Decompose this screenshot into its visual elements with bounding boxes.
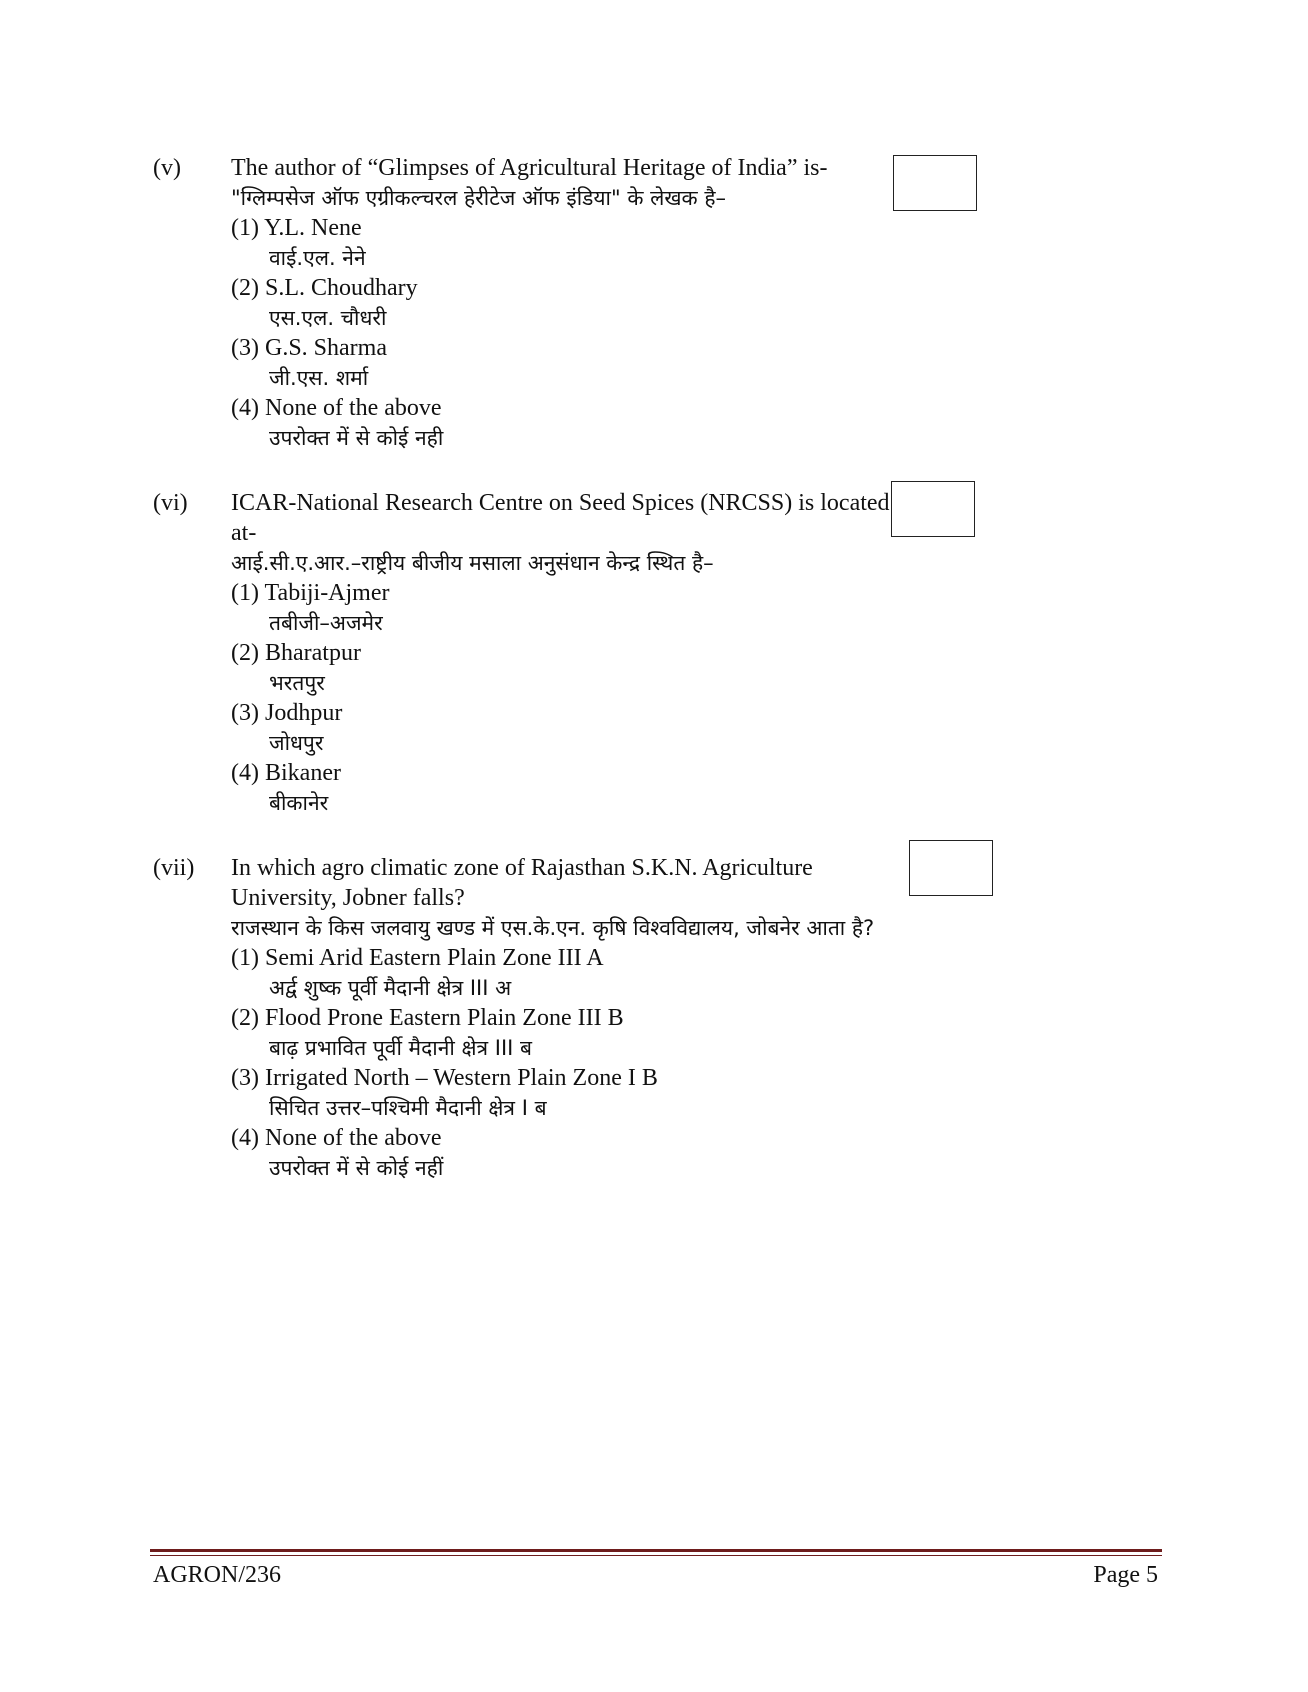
option-list xyxy=(231,213,891,453)
option-4-hi: उपरोक्त में से कोई नही xyxy=(269,426,444,450)
footer-divider xyxy=(150,1549,1162,1556)
option-3-hi: जोधपुर xyxy=(269,731,324,755)
option-list xyxy=(231,943,891,1183)
option-1-en: (1) Tabiji-Ajmer xyxy=(231,580,390,606)
option-1-hi: वाई.एल. नेने xyxy=(269,246,366,270)
option-2-en: (2) S.L. Choudhary xyxy=(231,275,418,301)
paper-code: AGRON/236 xyxy=(153,1562,282,1588)
option-2-en: (2) Bharatpur xyxy=(231,640,361,666)
question-text-en: In which agro climatic zone of Rajasthan S.K.N. Agriculture University, Jobner falls? xyxy=(231,855,813,911)
answer-box-vi[interactable] xyxy=(891,481,975,537)
question-text-en: ICAR-National Research Centre on Seed Spices (NRCSS) is located at- xyxy=(231,490,890,546)
option-4-hi: उपरोक्त में से कोई नहीं xyxy=(269,1156,444,1180)
question-number: (vii) xyxy=(153,855,195,881)
question-text-hi: राजस्थान के किस जलवायु खण्ड में एस.के.एन. कृषि विश्वविद्यालय, जोबनेर आता है? xyxy=(231,916,875,940)
option-3-en: (3) Irrigated North – Western Plain Zone I B xyxy=(231,1065,658,1091)
option-3-hi: जी.एस. शर्मा xyxy=(269,366,369,390)
option-4-hi: बीकानेर xyxy=(269,791,329,815)
question-text-hi: "ग्लिम्पसेज ऑफ एग्रीकल्चरल हेरीटेज ऑफ इंडिया" के लेखक है– xyxy=(231,186,727,210)
question-number: (vi) xyxy=(153,490,188,516)
option-1-en: (1) Y.L. Nene xyxy=(231,215,362,241)
question-body xyxy=(231,153,891,453)
answer-box-v[interactable] xyxy=(893,155,977,211)
option-list xyxy=(231,578,891,818)
option-2-hi: भरतपुर xyxy=(269,671,325,695)
option-1-hi: अर्द्व शुष्क पूर्वी मैदानी क्षेत्र III अ xyxy=(269,976,512,1000)
question-body xyxy=(231,853,891,1183)
question-number: (v) xyxy=(153,155,181,181)
page-number: Page 5 xyxy=(1093,1562,1158,1588)
option-1-hi: तबीजी–अजमेर xyxy=(269,611,383,635)
option-3-hi: सिचित उत्तर–पश्चिमी मैदानी क्षेत्र I ब xyxy=(269,1096,547,1120)
question-text-hi: आई.सी.ए.आर.–राष्ट्रीय बीजीय मसाला अनुसंधान केन्द्र स्थित है– xyxy=(231,551,714,575)
question-text-en: The author of “Glimpses of Agricultural Heritage of India” is- xyxy=(231,155,828,181)
option-2-hi: एस.एल. चौधरी xyxy=(269,306,387,330)
option-2-hi: बाढ़ प्रभावित पूर्वी मैदानी क्षेत्र III ब xyxy=(269,1036,533,1060)
option-3-en: (3) Jodhpur xyxy=(231,700,343,726)
option-2-en: (2) Flood Prone Eastern Plain Zone III B xyxy=(231,1005,624,1031)
option-4-en: (4) Bikaner xyxy=(231,760,341,786)
option-4-en: (4) None of the above xyxy=(231,395,442,421)
question-body xyxy=(231,488,891,818)
option-1-en: (1) Semi Arid Eastern Plain Zone III A xyxy=(231,945,604,971)
answer-box-vii[interactable] xyxy=(909,840,993,896)
option-3-en: (3) G.S. Sharma xyxy=(231,335,387,361)
option-4-en: (4) None of the above xyxy=(231,1125,442,1151)
